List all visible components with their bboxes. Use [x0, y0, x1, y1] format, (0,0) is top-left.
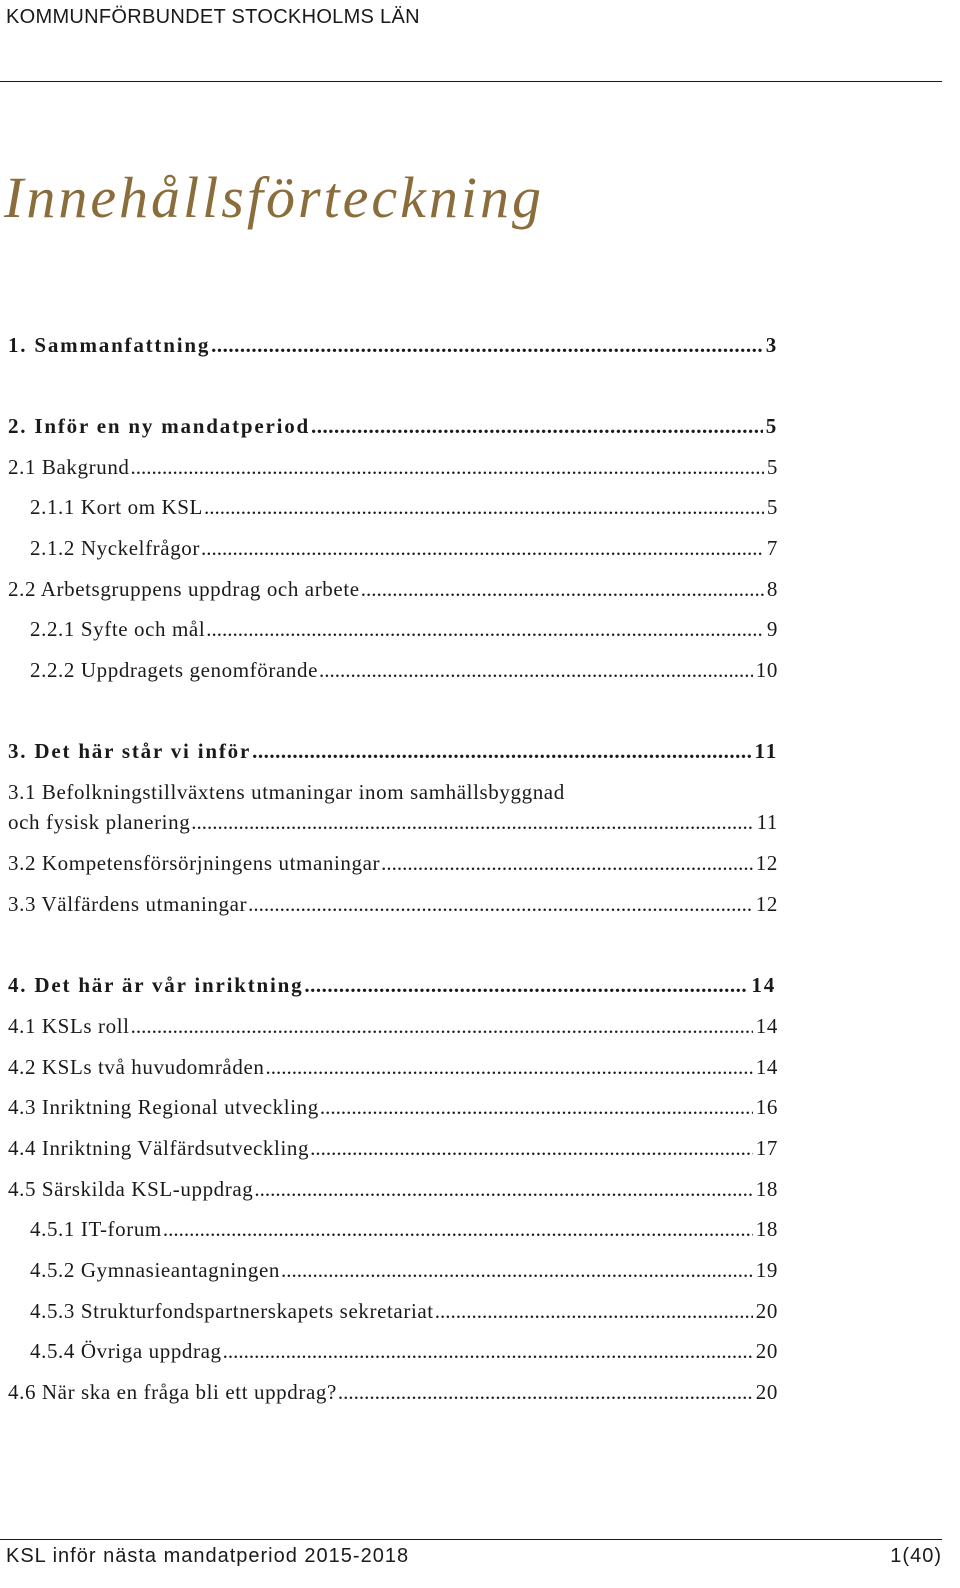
toc-entry-label: 2.1 Bakgrund	[8, 455, 130, 479]
toc-page-number: 20	[755, 1339, 778, 1363]
toc-dot-leader	[206, 614, 764, 644]
toc-page-number: 19	[755, 1258, 778, 1282]
toc-page-number: 5	[766, 455, 778, 479]
toc-entry-3-2[interactable]	[8, 848, 778, 878]
toc-dot-leader	[201, 533, 764, 563]
toc-entry-label: 4.5.4 Övriga uppdrag	[30, 1339, 222, 1363]
toc-entry-4-6[interactable]	[8, 1377, 778, 1407]
toc-entry-4-5-2[interactable]	[30, 1255, 778, 1285]
toc-page-number: 14	[755, 1055, 778, 1079]
toc-entry-4-4[interactable]	[8, 1133, 778, 1163]
footer-divider	[0, 1539, 942, 1540]
toc-entry-label: 2.2 Arbetsgruppens uppdrag och arbete	[8, 577, 360, 601]
toc-entry-4-2[interactable]	[8, 1052, 778, 1082]
organization-header: KOMMUNFÖRBUNDET STOCKHOLMS LÄN	[6, 6, 420, 28]
toc-entry-label: 4.2 KSLs två huvudområden	[8, 1055, 265, 1079]
toc-entry-label: 4.5.3 Strukturfondspartnerskapets sekretariat	[30, 1299, 434, 1323]
toc-entry-label: 3.2 Kompetensförsörjningens utmaningar	[8, 851, 381, 875]
footer-document-title: KSL inför nästa mandatperiod 2015-2018	[6, 1545, 410, 1567]
toc-page-number: 5	[765, 414, 778, 438]
toc-dot-leader	[311, 411, 763, 441]
toc-entry-2-2-2[interactable]	[30, 655, 778, 685]
toc-dot-leader	[381, 848, 753, 878]
toc-page-number: 3	[765, 333, 778, 357]
page-title: Innehållsförteckning	[4, 165, 545, 230]
toc-dot-leader	[338, 1377, 753, 1407]
toc-entry-4-5-4[interactable]	[30, 1336, 778, 1366]
toc-entry-4-3[interactable]	[8, 1092, 778, 1122]
toc-dot-leader	[131, 452, 764, 482]
toc-dot-leader	[265, 1052, 752, 1082]
toc-page-number: 17	[755, 1136, 778, 1160]
toc-entry-label: 2. Inför en ny mandatperiod	[8, 414, 310, 438]
toc-dot-leader	[191, 807, 753, 837]
toc-entry-label: 2.1.1 Kort om KSL	[30, 495, 203, 519]
toc-entry-4-5-3[interactable]	[30, 1296, 778, 1326]
toc-page-number: 11	[754, 739, 778, 763]
toc-dot-leader	[211, 330, 763, 360]
toc-entry-2-2-1[interactable]	[30, 614, 778, 644]
toc-page-number: 20	[755, 1380, 778, 1404]
toc-dot-leader	[223, 1336, 753, 1366]
toc-dot-leader	[361, 574, 764, 604]
toc-page-number: 20	[755, 1299, 778, 1323]
toc-page-number: 10	[755, 658, 778, 682]
toc-entry-2-1-2[interactable]	[30, 533, 778, 563]
footer-page-number: 1(40)	[890, 1545, 942, 1567]
toc-entry-label: 2.1.2 Nyckelfrågor	[30, 536, 200, 560]
toc-entry-label: 4.5.2 Gymnasieantagningen	[30, 1258, 281, 1282]
toc-dot-leader	[281, 1255, 753, 1285]
toc-entry-label: 3.3 Välfärdens utmaningar	[8, 892, 248, 916]
toc-entry-label: 3. Det här står vi inför	[8, 739, 252, 763]
toc-entry-4[interactable]	[8, 970, 776, 1000]
toc-page-number: 7	[766, 536, 778, 560]
toc-entry-3-1-first-line[interactable]: 3.1 Befolkningstillväxtens utmaningar inom samhällsbyggnad	[8, 780, 565, 804]
toc-dot-leader	[131, 1011, 753, 1041]
toc-page-number: 12	[755, 851, 778, 875]
toc-page-number: 16	[755, 1095, 778, 1119]
toc-page-number: 14	[751, 973, 776, 997]
toc-dot-leader	[252, 736, 751, 766]
toc-entry-3-1[interactable]	[8, 807, 778, 837]
toc-dot-leader	[435, 1296, 753, 1326]
toc-entry-label: 4. Det här är vår inriktning	[8, 973, 304, 997]
toc-page-number: 14	[755, 1014, 778, 1038]
toc-entry-label: 4.3 Inriktning Regional utveckling	[8, 1095, 319, 1119]
toc-entry-label: 4.4 Inriktning Välfärdsutveckling	[8, 1136, 310, 1160]
toc-entry-label: 1. Sammanfattning	[8, 333, 211, 357]
toc-entry-2-2[interactable]	[8, 574, 778, 604]
toc-page-number: 18	[755, 1217, 778, 1241]
toc-page-number: 18	[755, 1177, 778, 1201]
toc-entry-label: och fysisk planering	[8, 810, 191, 834]
toc-entry-1[interactable]	[8, 330, 778, 360]
toc-entry-4-5[interactable]	[8, 1174, 778, 1204]
toc-page-number: 12	[755, 892, 778, 916]
toc-dot-leader	[204, 492, 764, 522]
toc-entry-4-1[interactable]	[8, 1011, 778, 1041]
toc-entry-label: 2.2.1 Syfte och mål	[30, 617, 206, 641]
toc-dot-leader	[320, 1092, 753, 1122]
toc-entry-3[interactable]	[8, 736, 778, 766]
toc-dot-leader	[319, 655, 753, 685]
toc-entry-label: 4.1 KSLs roll	[8, 1014, 130, 1038]
toc-entry-2-1-1[interactable]	[30, 492, 778, 522]
toc-entry-4-5-1[interactable]	[30, 1214, 778, 1244]
toc-page-number: 11	[756, 810, 778, 834]
toc-page-number: 5	[766, 495, 778, 519]
toc-entry-label: 4.5 Särskilda KSL-uppdrag	[8, 1177, 254, 1201]
toc-dot-leader	[304, 970, 748, 1000]
toc-dot-leader	[163, 1214, 753, 1244]
toc-entry-label: 2.2.2 Uppdragets genomförande	[30, 658, 318, 682]
toc-page-number: 8	[766, 577, 778, 601]
toc-dot-leader	[248, 889, 753, 919]
toc-page-number: 9	[766, 617, 778, 641]
toc-entry-3-3[interactable]	[8, 889, 778, 919]
toc-dot-leader	[254, 1174, 752, 1204]
header-divider	[0, 81, 942, 82]
toc-dot-leader	[310, 1133, 753, 1163]
toc-entry-label: 4.5.1 IT-forum	[30, 1217, 162, 1241]
toc-entry-2[interactable]	[8, 411, 778, 441]
toc-entry-label: 4.6 När ska en fråga bli ett uppdrag?	[8, 1380, 337, 1404]
toc-entry-2-1[interactable]	[8, 452, 778, 482]
